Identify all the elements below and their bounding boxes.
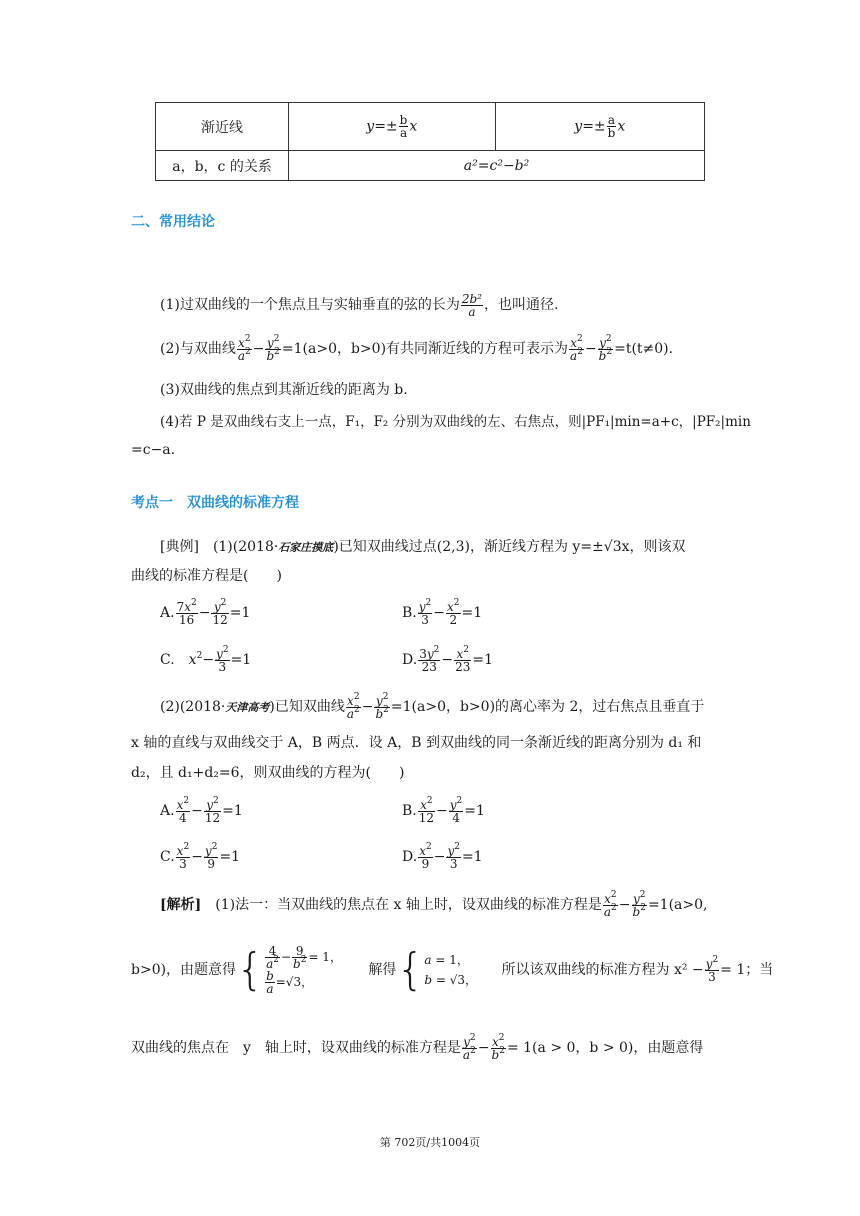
topic1-title: 考点一 双曲线的标准方程	[131, 495, 299, 511]
page-number-footer: 第 702页/共1004页	[379, 1136, 481, 1149]
conclusion-4-line2: =c−a.	[131, 442, 176, 458]
q1-option-b: B. $\frac{y^2}{3}$ − $\frac{x^2}{2}$ =1	[402, 597, 483, 627]
solution-line1: [解析] (1)法一：当双曲线的焦点在 x 轴上时，设双曲线的标准方程是 $\frac{x^2}{a^2}$ − $\frac{y^2}{b^2}$ =1(a>0,	[160, 889, 708, 919]
conclusion-4-line1: (4)若 P 是双曲线右支上一点，F₁，F₂ 分别为双曲线的左、右焦点，则|PF₁|min=a+c，|PF₂|min	[160, 414, 751, 430]
table-row1-label: 渐近线	[156, 103, 289, 151]
solution-line2: b>0)，由题意得{ $\frac{4}{a^2}$ − $\frac{9}{b^2}$ = 1， $\frac{b}{a}$ =√3， 解得{a = 1， b = √3， 所以该双曲线的标准方程为 x² − $\frac{y^2}{3}$ = 1；当	[131, 944, 774, 996]
conclusion-2: (2)与双曲线 $\frac{x^2}{a^2}$ − $\frac{y^2}{b^2}$ =1(a>0，b>0)有共同渐近线的方程可表示为 $\frac{x^2}{a^2}$ − $\frac{y^2}{b^2}$ =t(t≠0).	[160, 333, 674, 363]
asymptote-table	[155, 102, 705, 181]
q1-option-a: A. $\frac{7x^2}{16}$ − $\frac{y^2}{12}$ =1	[160, 597, 251, 627]
q1-option-d: D. $\frac{3y^2}{23}$ − $\frac{x^2}{23}$ =1	[402, 644, 493, 674]
table-row1-col2: y=± $\frac{a}{b}$ x	[495, 103, 704, 151]
q2-option-a: A. $\frac{x^2}{4}$ − $\frac{y^2}{12}$ =1	[160, 795, 243, 825]
q1-option-c: C. $x^2-$ $\frac{y^2}{3}$ =1	[160, 644, 252, 674]
q2-option-d: D. $\frac{x^2}{9}$ − $\frac{y^2}{3}$ =1	[402, 841, 483, 871]
example-q2-line1: (2)(2018·天津高考)已知双曲线 $\frac{x^2}{a^2}$ − $\frac{y^2}{b^2}$ =1(a>0，b>0)的离心率为 2，过右焦点且垂直于	[160, 691, 705, 721]
conclusion-3: (3)双曲线的焦点到其渐近线的距离为 b.	[160, 382, 408, 398]
section2-title: 二、常用结论	[131, 214, 215, 230]
solution-line3: 双曲线的焦点在 y 轴上时，设双曲线的标准方程是 $\frac{y^2}{a^2}$ − $\frac{x^2}{b^2}$ = 1(a > 0，b > 0)，由题意得	[131, 1032, 704, 1062]
example-q2-line2: x 轴的直线与双曲线交于 A，B 两点．设 A，B 到双曲线的同一条渐近线的距离分别为 d₁ 和	[131, 735, 702, 751]
q2-option-c: C. $\frac{x^2}{3}$ − $\frac{y^2}{9}$ =1	[160, 841, 241, 871]
table-row2-label: a，b，c 的关系	[156, 151, 289, 181]
table-row2-value: a²=c²−b²	[289, 151, 705, 181]
q2-option-b: B. $\frac{x^2}{12}$ − $\frac{y^2}{4}$ =1	[402, 795, 485, 825]
example-q2-line3: d₂，且 d₁+d₂=6，则双曲线的方程为( )	[131, 765, 405, 781]
conclusion-1: (1)过双曲线的一个焦点且与实轴垂直的弦的长为 $\frac{\text{2b²}}{a}$ ，也叫通径.	[160, 291, 559, 319]
example-q1-line2: 曲线的标准方程是( )	[131, 568, 282, 584]
table-row1-col1: y=± $\frac{b}{a}$ x	[289, 103, 495, 151]
example-q1-line1: [典例] (1)(2018·石家庄摸底)已知双曲线过点(2,3)，渐近线方程为 y=±√3x，则该双	[160, 539, 686, 555]
